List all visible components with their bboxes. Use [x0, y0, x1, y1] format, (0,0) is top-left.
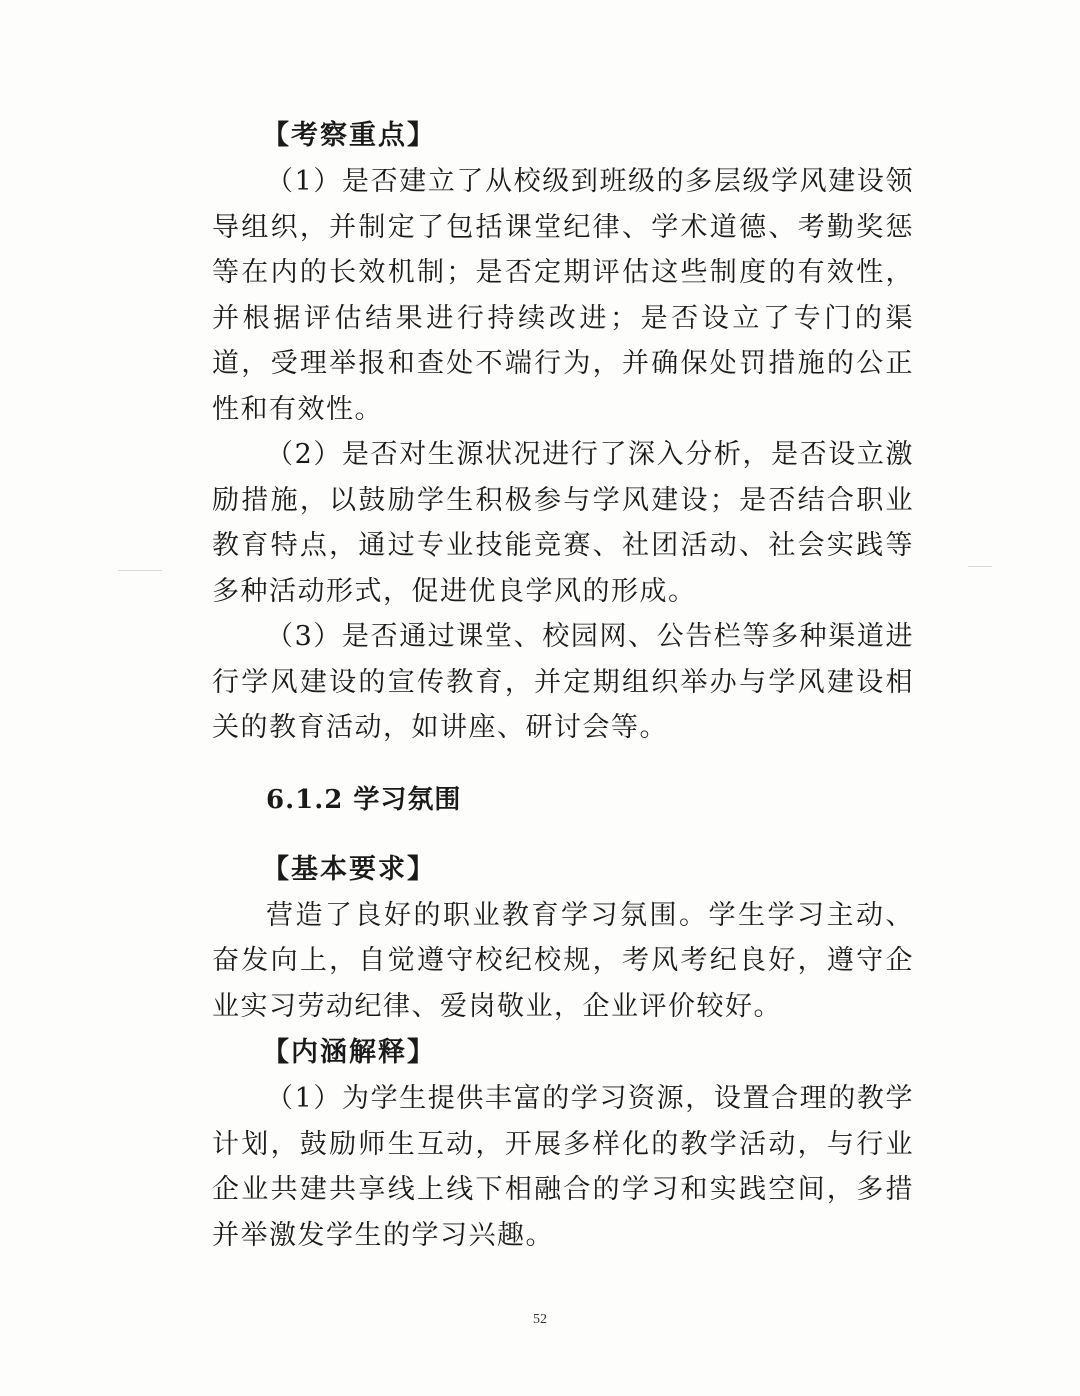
paragraph-focus-2: （2）是否对生源状况进行了深入分析，是否设立激励措施，以鼓励学生积极参与学风建设；是否结合职业教育特点，通过专业技能竞赛、社团活动、社会实践等多种活动形式，促进优良学风的形成。 — [212, 439, 914, 607]
heading-basic-requirements: 【基本要求】 — [262, 853, 436, 885]
paragraph-focus-1: （1）是否建立了从校级到班级的多层级学风建设领导组织，并制定了包括课堂纪律、学术道德、考勤奖惩等在内的长效机制；是否定期评估这些制度的有效性，并根据评估结果进行持续改进；是否设立了专门的渠道，受理举报和查处不端行为，并确保处罚措施的公正性和有效性。 — [212, 166, 914, 425]
page-content — [212, 112, 914, 1258]
heading-inspection-focus: 【考察重点】 — [262, 120, 436, 151]
heading-connotation-explanation: 【内涵解释】 — [262, 1037, 436, 1068]
scan-artifact-right — [968, 566, 992, 567]
section-title-learning-atmosphere: 6.1.2 学习氛围 — [266, 784, 462, 815]
paragraph-focus-3: （3）是否通过课堂、校园网、公告栏等多种渠道进行学风建设的宣传教育，并定期组织举办与学风建设相关的教育活动，如讲座、研讨会等。 — [212, 621, 914, 743]
paragraph-connotation-1: （1）为学生提供丰富的学习资源，设置合理的教学计划，鼓励师生互动，开展多样化的教学活动，与行业企业共建共享线上线下相融合的学习和实践空间，多措并举激发学生的学习兴趣。 — [212, 1083, 914, 1251]
paragraph-basic-requirements: 营造了良好的职业教育学习氛围。学生学习主动、奋发向上，自觉遵守校纪校规，考风考纪良好，遵守企业实习劳动纪律、爱岗敬业，企业评价较好。 — [212, 899, 914, 1022]
page-number: 52 — [533, 1312, 547, 1327]
scan-artifact-left — [118, 570, 162, 571]
